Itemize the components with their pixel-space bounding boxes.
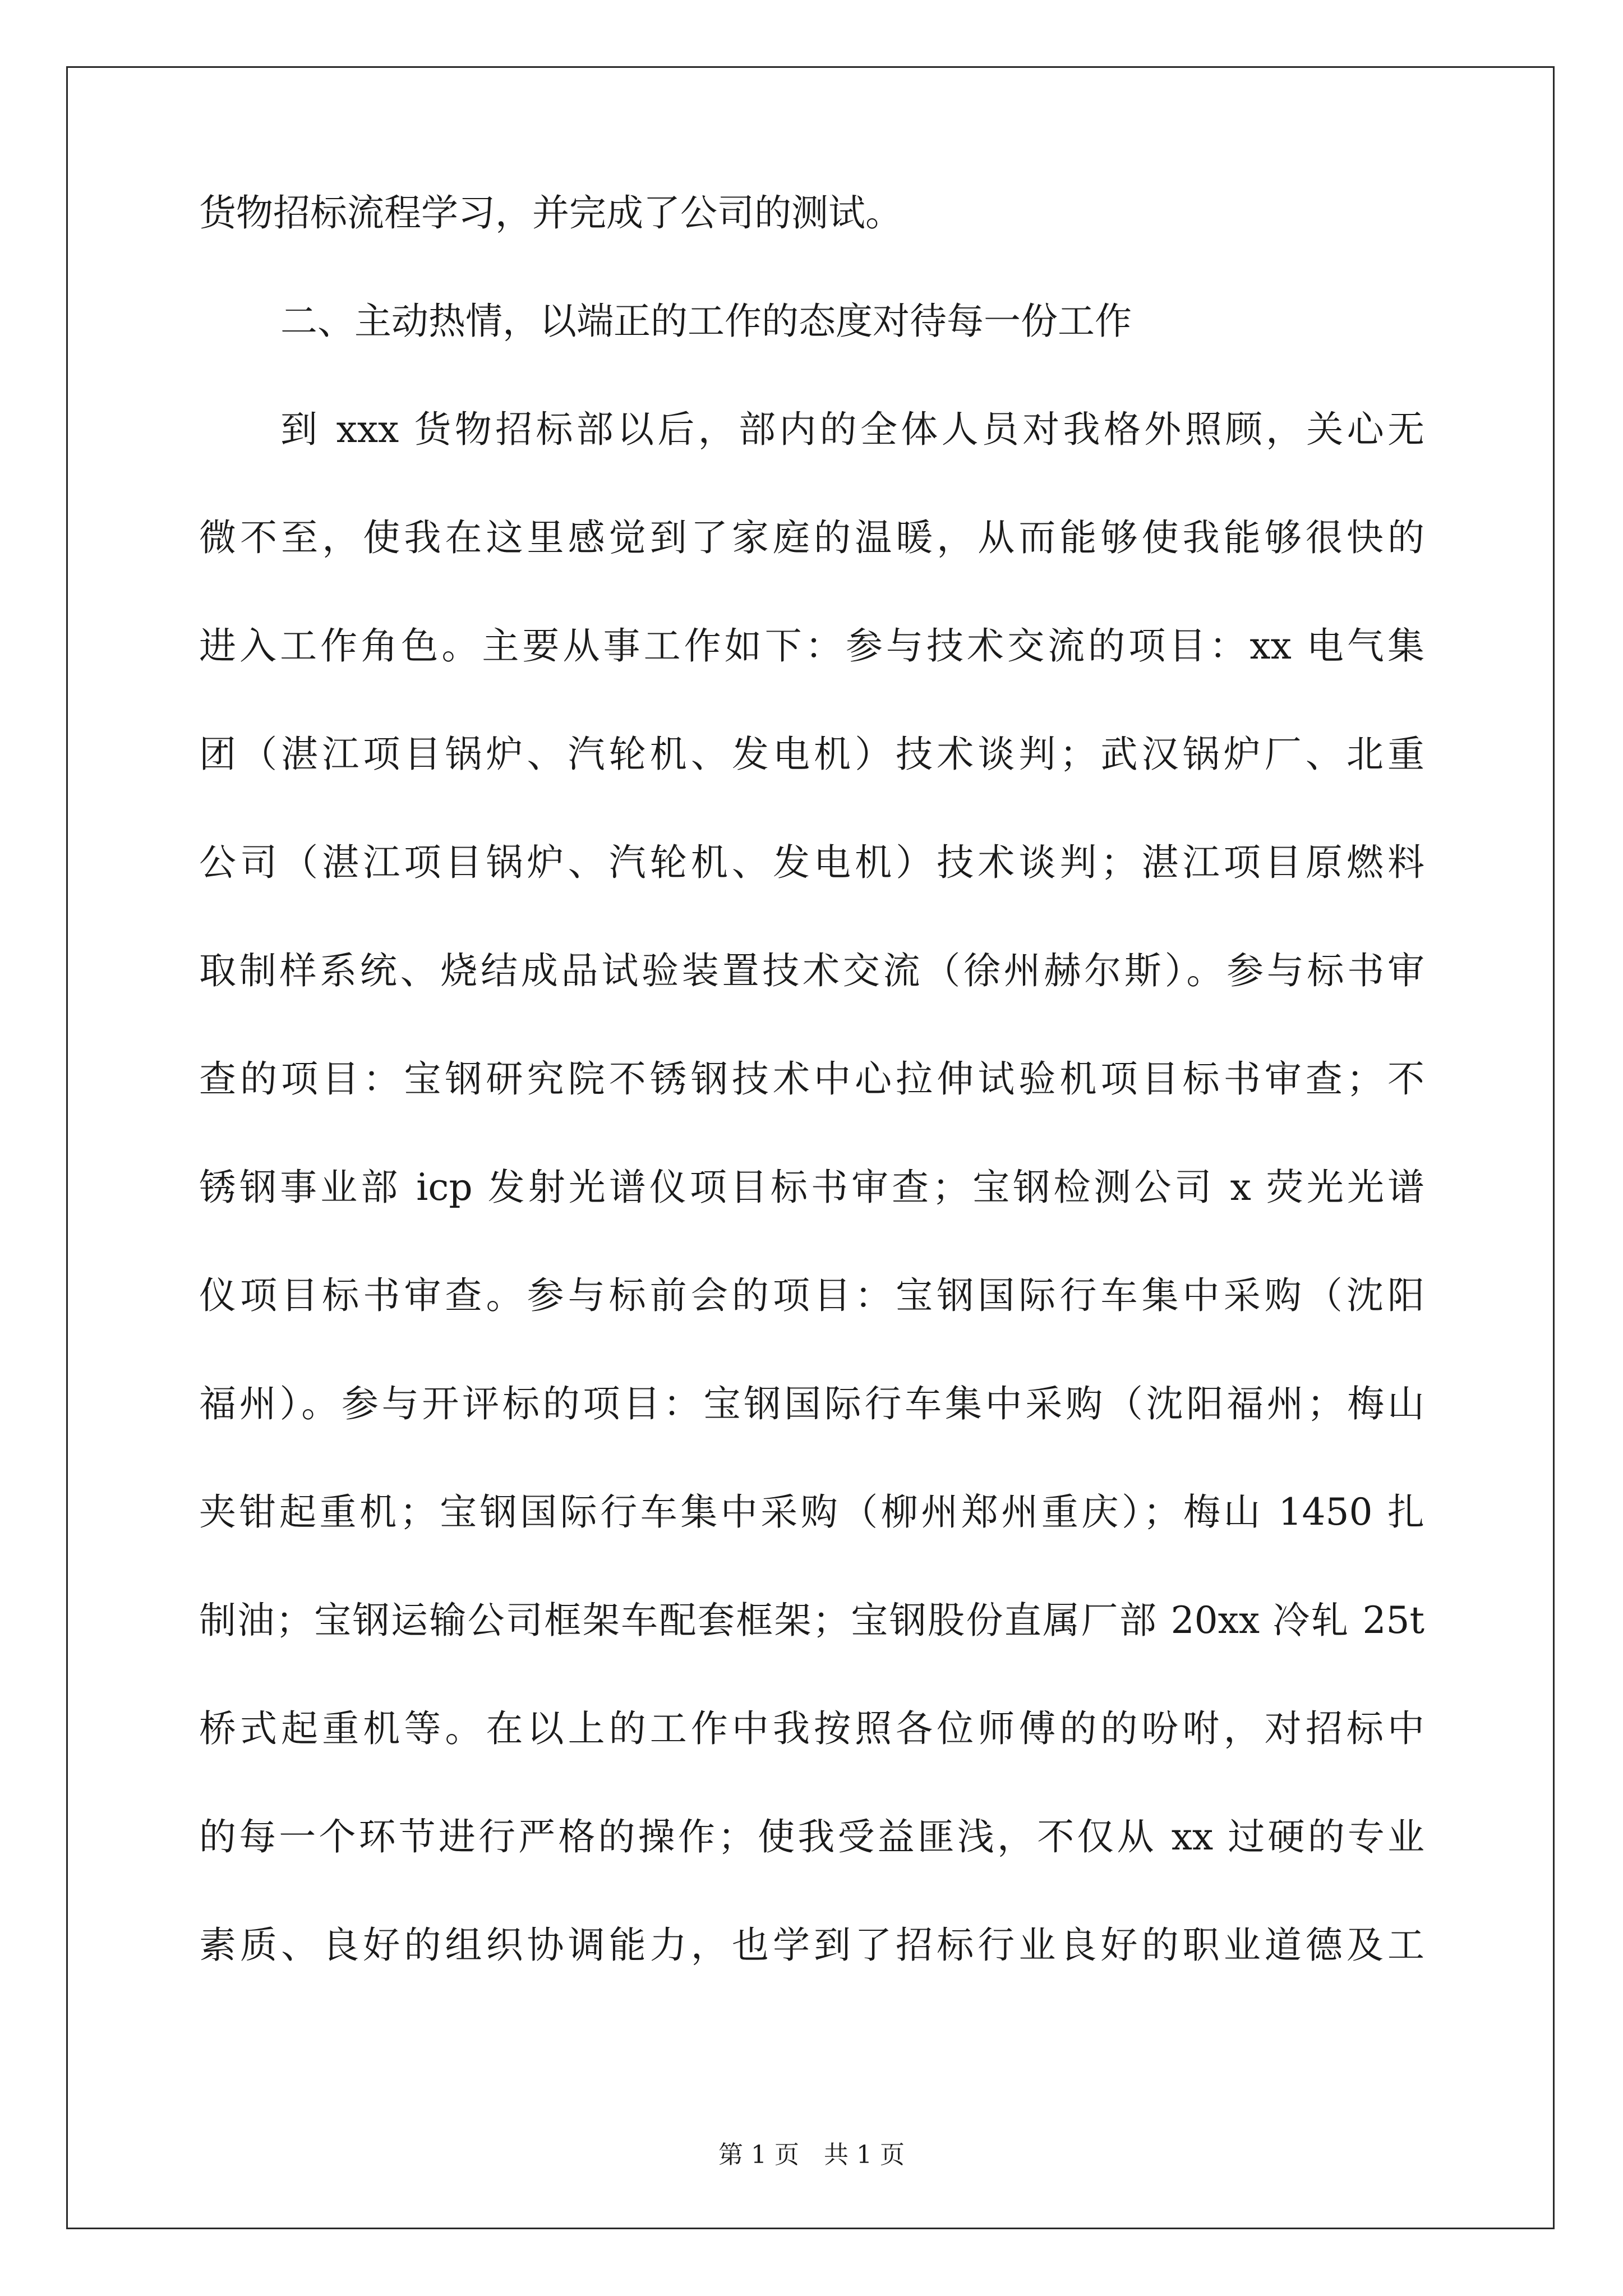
text-line: 制油；宝钢运输公司框架车配套框架；宝钢股份直属厂部 20xx 冷轧 25t bbox=[199, 1599, 1424, 1642]
text-line: 货物招标流程学习，并完成了公司的测试。 bbox=[199, 191, 902, 234]
page-number: 第 1 页 共 1 页 bbox=[718, 2141, 905, 2169]
text-line: 素质、良好的组织协调能力，也学到了招标行业良好的职业道德及工 bbox=[199, 1924, 1424, 1967]
text-line: 桥式起重机等。在以上的工作中我按照各位师傅的的吩咐，对招标中 bbox=[199, 1707, 1424, 1750]
text-line: 微不至，使我在这里感觉到了家庭的温暖，从而能够使我能够很快的 bbox=[199, 516, 1424, 559]
text-line: 公司（湛江项目锅炉、汽轮机、发电机）技术谈判；湛江项目原燃料 bbox=[199, 841, 1424, 884]
text-line: 团（湛江项目锅炉、汽轮机、发电机）技术谈判；武汉锅炉厂、北重 bbox=[199, 733, 1424, 776]
text-line: 到 xxx 货物招标部以后，部内的全体人员对我格外照顾，关心无 bbox=[280, 408, 1424, 451]
text-line: 查的项目：宝钢研究院不锈钢技术中心拉伸试验机项目标书审查；不 bbox=[199, 1057, 1424, 1101]
section-heading: 二、主动热情，以端正的工作的态度对待每一份工作 bbox=[280, 300, 1132, 343]
text-line: 福州）。参与开评标的项目：宝钢国际行车集中采购（沈阳福州；梅山 bbox=[199, 1382, 1424, 1425]
text-line: 取制样系统、烧结成品试验装置技术交流（徐州赫尔斯）。参与标书审 bbox=[199, 949, 1424, 992]
text-line: 仪项目标书审查。参与标前会的项目：宝钢国际行车集中采购（沈阳 bbox=[199, 1274, 1424, 1317]
text-line: 锈钢事业部 icp 发射光谱仪项目标书审查；宝钢检测公司 x 荧光光谱 bbox=[199, 1166, 1424, 1209]
page-frame bbox=[66, 66, 1555, 2229]
text-line: 进入工作角色。主要从事工作如下：参与技术交流的项目：xx 电气集 bbox=[199, 624, 1424, 668]
text-line: 夹钳起重机；宝钢国际行车集中采购（柳州郑州重庆）；梅山 1450 扎 bbox=[199, 1490, 1424, 1534]
text-line: 的每一个环节进行严格的操作；使我受益匪浅，不仅从 xx 过硬的专业 bbox=[199, 1815, 1424, 1858]
